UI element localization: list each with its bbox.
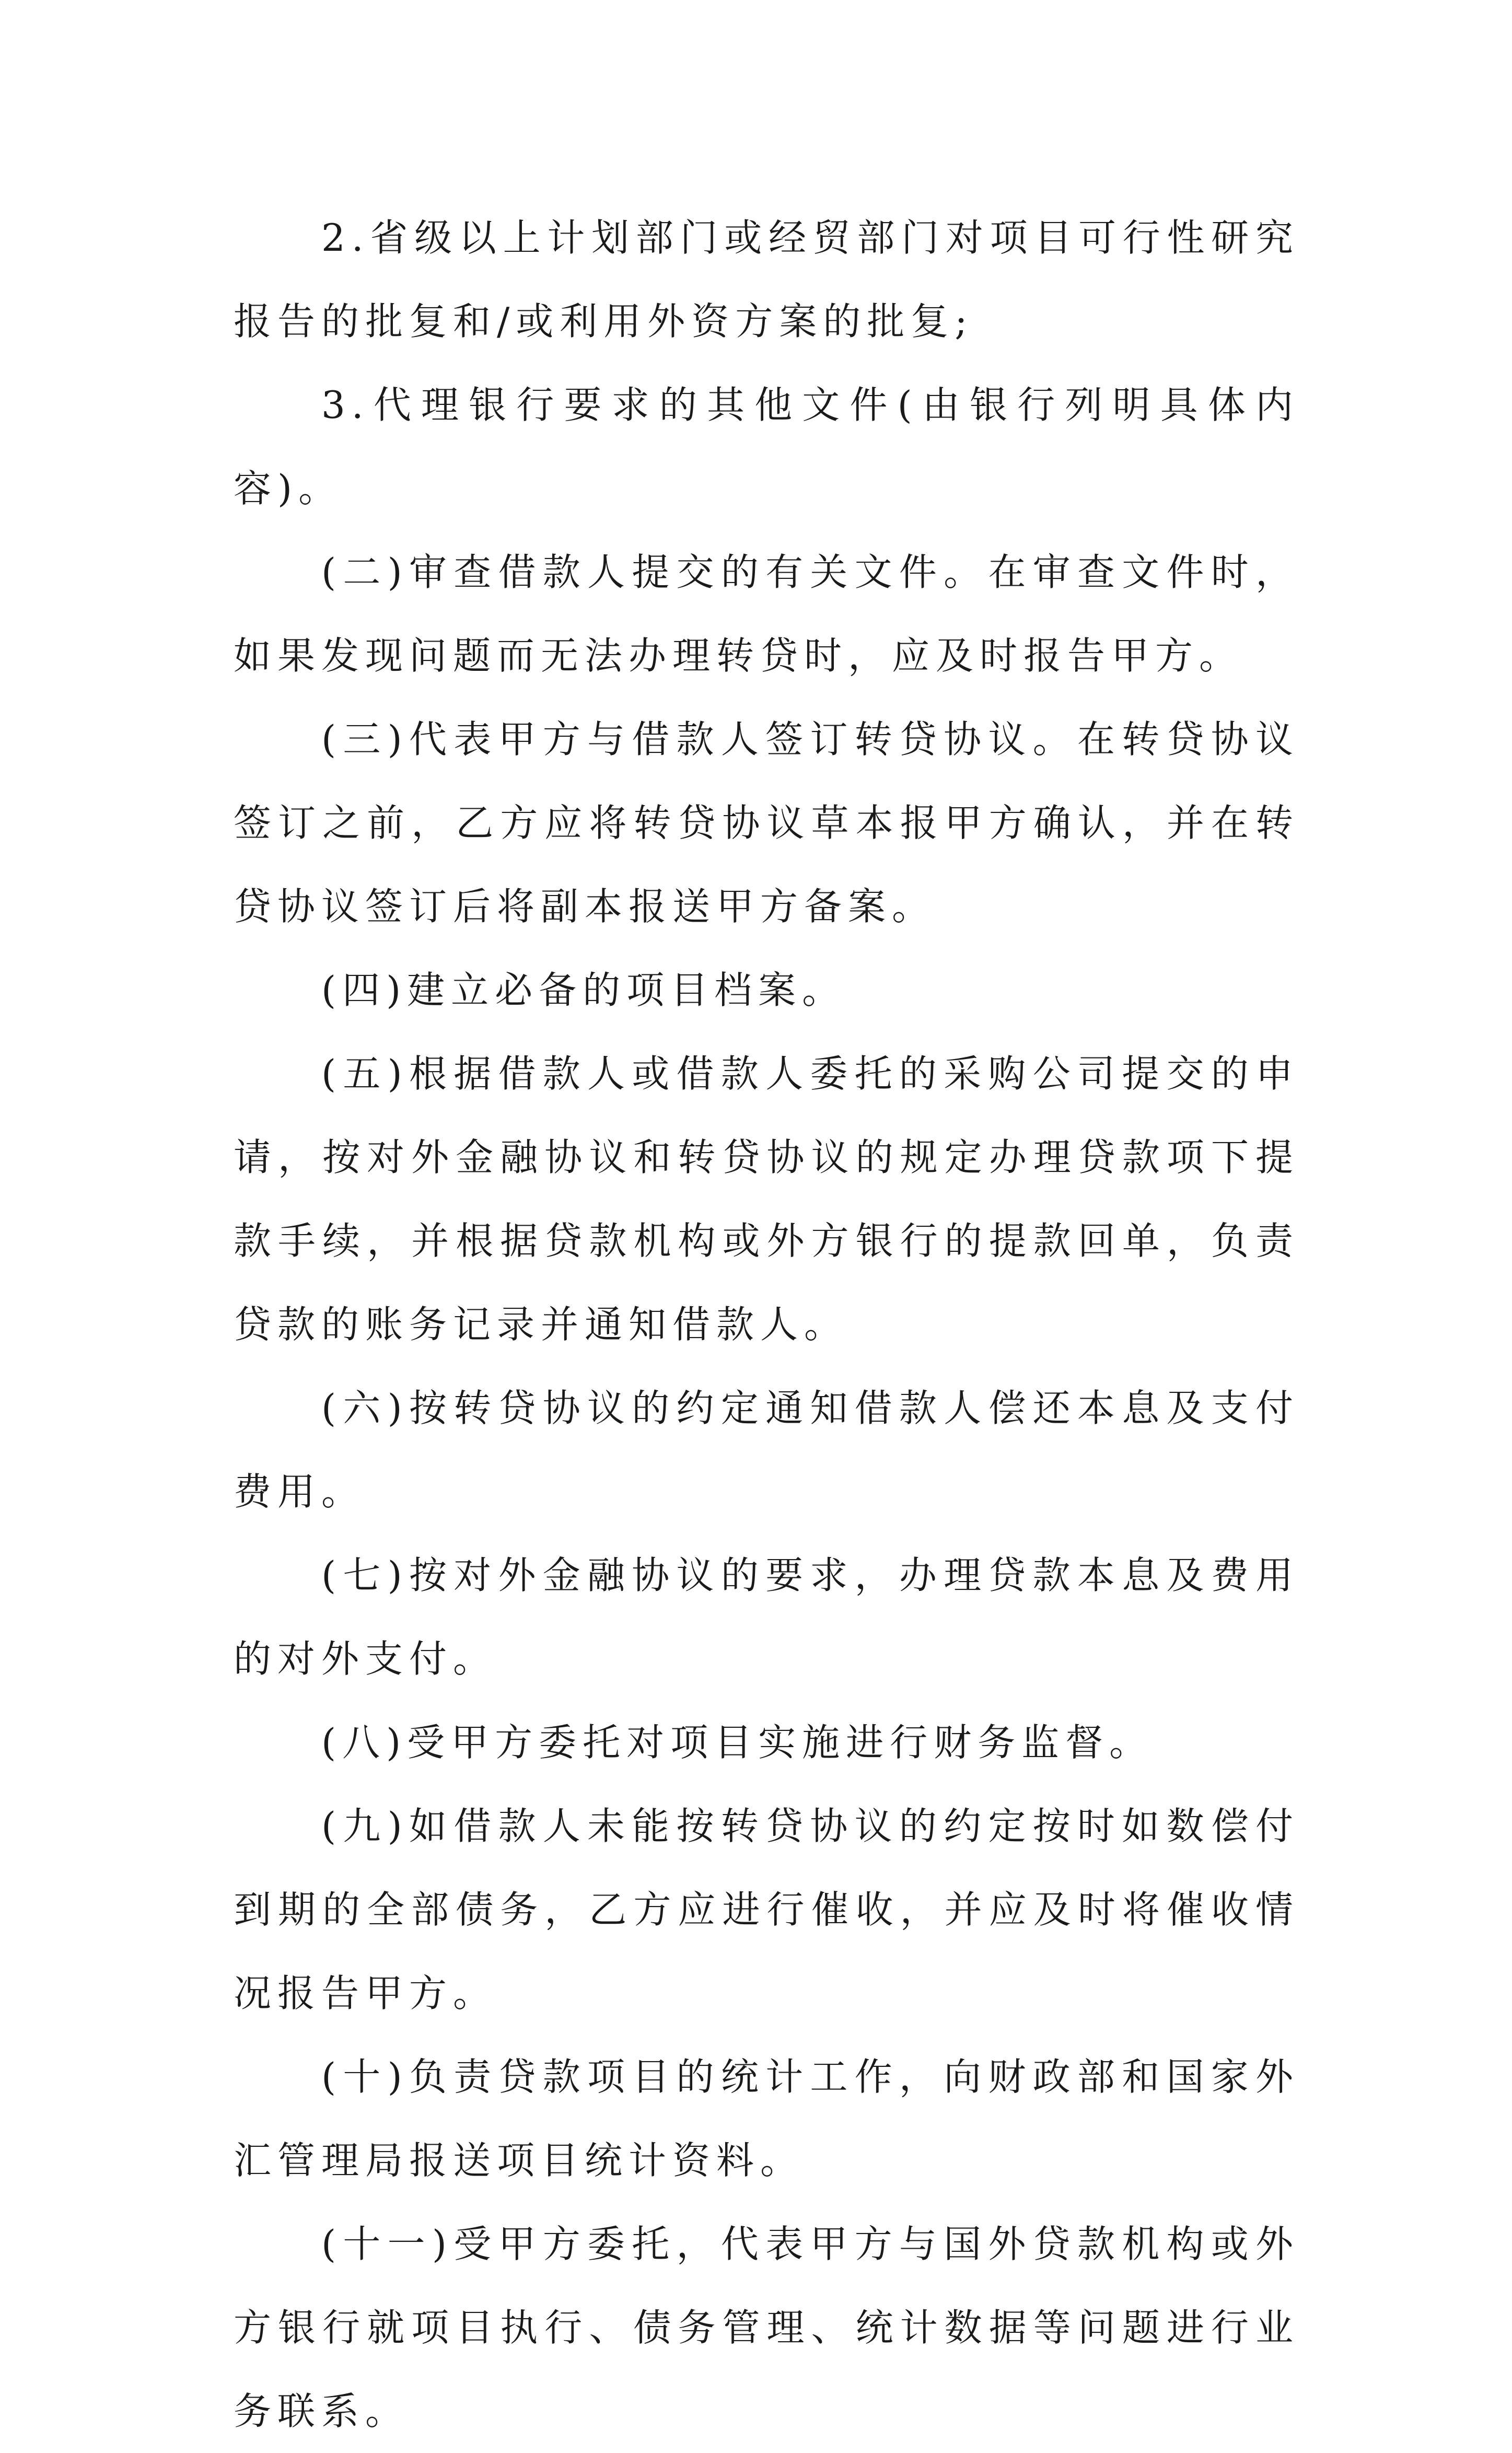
paragraph-project-archive: (四)建立必备的项目档案。 xyxy=(321,968,846,1012)
paragraph-review-documents: (二)审查借款人提交的有关文件。在审查文件时，如果发现问题而无法办理转贷时，应及时报告甲方。 xyxy=(234,550,1299,678)
paragraph-repayment-notice: (六)按转贷协议的约定通知借款人偿还本息及支付费用。 xyxy=(234,1386,1299,1514)
paragraph-sign-agreement: (三)代表甲方与借款人签订转贷协议。在转贷协议签订之前，乙方应将转贷协议草本报甲方确认，并在转贷协议签订后将副本报送甲方备案。 xyxy=(234,717,1299,928)
paragraph-statistics: (十)负责贷款项目的统计工作，向财政部和国家外汇管理局报送项目统计资料。 xyxy=(234,2055,1299,2182)
paragraph-approval-documents: 2.省级以上计划部门或经贸部门对项目可行性研究报告的批复和/或利用外资方案的批复; xyxy=(234,216,1299,343)
document-body xyxy=(234,196,1299,2453)
paragraph-financial-supervision: (八)受甲方委托对项目实施进行财务监督。 xyxy=(321,1720,1154,1764)
paragraph-withdrawal-procedures: (五)根据借款人或借款人委托的采购公司提交的申请，按对外金融协议和转贷协议的规定办理贷款项下提款手续，并根据贷款机构或外方银行的提款回单，负责贷款的账务记录并通知借款人。 xyxy=(234,1052,1299,1346)
paragraph-debt-collection: (九)如借款人未能按转贷协议的约定按时如数偿付到期的全部债务，乙方应进行催收，并应及时将催收情况报告甲方。 xyxy=(234,1804,1299,2015)
paragraph-liaison: (十一)受甲方委托，代表甲方与国外贷款机构或外方银行就项目执行、债务管理、统计数据等问题进行业务联系。 xyxy=(234,2222,1299,2433)
paragraph-external-payment: (七)按对外金融协议的要求，办理贷款本息及费用的对外支付。 xyxy=(234,1553,1299,1681)
paragraph-other-documents: 3.代理银行要求的其他文件(由银行列明具体内容)。 xyxy=(234,383,1299,510)
